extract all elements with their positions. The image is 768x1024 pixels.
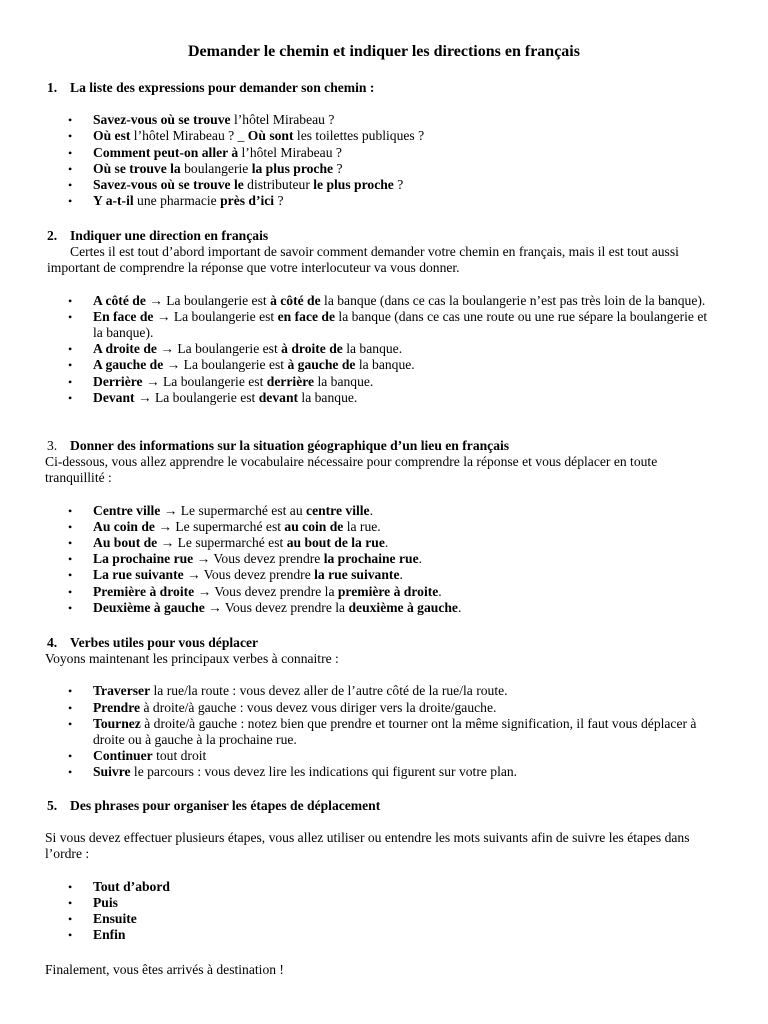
list-item [47, 161, 717, 177]
item-text: → La boulangerie est [163, 357, 288, 373]
item-text: la banque (dans ce cas une route ou une rue sépare la boulangerie et la banque). [93, 308, 708, 341]
bullet-icon: • [68, 374, 73, 389]
bold-term: au coin de [284, 518, 344, 534]
list-item [47, 551, 717, 567]
section-2-heading [47, 228, 717, 244]
bold-term: A gauche de [93, 357, 164, 373]
item-text: la rue/la route : vous devez aller de l’autre côté de la rue/la route. [150, 683, 508, 699]
item-text: les toilettes publiques ? [293, 128, 425, 144]
bold-term: Où se trouve la [93, 160, 181, 176]
bold-term: Centre ville [93, 502, 161, 518]
page-title: Demander le chemin et indiquer les directions en français [188, 43, 580, 60]
item-text: la banque. [298, 389, 358, 405]
section-5-intro: Si vous devez effectuer plusieurs étapes, vous allez utiliser ou entendre les mots suivants afin de suivre les étapes dans l’ordre : [45, 830, 690, 862]
bullet-icon: • [68, 895, 73, 910]
bold-term: le plus proche [313, 177, 394, 193]
section-3 [47, 438, 717, 616]
item-text: → Vous devez prendre [193, 551, 324, 567]
list-item [47, 128, 717, 144]
item-text: → La boulangerie est [156, 341, 282, 357]
bold-term: la rue suivante [314, 567, 400, 583]
bullet-icon: • [68, 700, 73, 715]
item-text: une pharmacie [133, 193, 221, 209]
bold-term: au bout de la rue [286, 535, 385, 551]
section-2-heading-text: Indiquer une direction en français [70, 228, 269, 243]
list-item [47, 683, 717, 699]
section-2-number: 2. [47, 228, 58, 243]
section-1-number: 1. [47, 80, 58, 95]
bold-term: Suivre [93, 764, 131, 780]
closing-sentence: Finalement, vous êtes arrivés à destination ! [45, 962, 284, 977]
item-text: → Le supermarché est [157, 535, 287, 551]
bold-term: Au bout de [93, 535, 158, 551]
item-text: . [457, 599, 462, 615]
list-item [47, 193, 717, 209]
section-4-heading-text: Verbes utiles pour vous déplacer [70, 635, 259, 650]
bold-term: Devant [93, 389, 135, 405]
section-3-heading-text: Donner des informations sur la situation géographique d’un lieu en français [70, 438, 510, 453]
section-1-heading-text: La liste des expressions pour demander son chemin : [70, 80, 375, 95]
bold-term: Comment peut-on aller à [93, 144, 239, 160]
list-item [47, 764, 717, 780]
section-4-heading [47, 635, 717, 651]
list-item [47, 357, 717, 373]
bold-term: Y a-t-il [93, 193, 134, 209]
bullet-icon: • [68, 684, 73, 699]
bold-term: Tournez [93, 715, 141, 731]
bullet-icon: • [68, 194, 73, 209]
item-text: → Le supermarché est au [160, 502, 307, 518]
bullet-icon: • [68, 765, 73, 780]
item-text: → La boulangerie est [134, 389, 259, 405]
section-2 [47, 228, 717, 406]
list-item [47, 879, 717, 895]
section-4-number: 4. [47, 635, 58, 650]
item-text: l’hôtel Mirabeau ? _ [130, 128, 248, 144]
list-item [47, 390, 717, 406]
section-3-number: 3. [47, 438, 58, 453]
bullet-icon: • [68, 161, 73, 176]
item-text: → Vous devez prendre la [194, 583, 338, 599]
section-4 [47, 635, 717, 781]
list-item [47, 341, 717, 357]
bold-term: Traverser [93, 683, 151, 699]
bold-term: Derrière [93, 373, 143, 389]
bold-term: La rue suivante [93, 567, 184, 583]
section-3-heading [47, 438, 717, 454]
bold-term: la plus proche [251, 160, 334, 176]
list-item [47, 145, 717, 161]
list-item [47, 112, 717, 128]
item-text: . [438, 583, 442, 599]
bullet-icon: • [68, 519, 73, 534]
bold-term: A côté de [93, 292, 146, 308]
item-text: ? [274, 193, 284, 209]
list-item [47, 177, 717, 193]
list-item [47, 567, 717, 583]
item-text: tout droit [152, 748, 207, 764]
bold-term: près d’ici [220, 193, 275, 209]
section-5-list [47, 879, 717, 944]
section-4-intro: Voyons maintenant les principaux verbes à connaitre : [45, 651, 339, 667]
item-text: la banque. [355, 357, 415, 373]
item-text: à droite/à gauche : vous devez vous diriger vers la droite/gauche. [140, 699, 497, 715]
bold-term: Tout d’abord [93, 878, 170, 894]
section-2-list [47, 293, 717, 406]
item-text: → La boulangerie est [145, 292, 271, 308]
section-1-list [47, 112, 717, 209]
section-2-intro: Certes il est tout d’abord important de savoir comment demander votre chemin en français, mais il est tout aussi important de comprendre la réponse que votre interlocuteur va vous donner. [47, 244, 679, 276]
list-item [47, 748, 717, 764]
bold-term: La prochaine rue [93, 551, 194, 567]
bold-term: deuxième à gauche [348, 599, 458, 615]
item-text: . [369, 502, 373, 518]
item-text: distributeur [243, 177, 314, 193]
bold-term: Où est [93, 128, 131, 144]
bullet-icon: • [68, 113, 73, 128]
item-text: la banque. [342, 341, 403, 357]
bold-term: Continuer [93, 748, 153, 764]
list-item [47, 519, 717, 535]
section-1-heading [47, 80, 717, 96]
item-text: → La boulangerie est [142, 373, 267, 389]
item-text: ? [333, 160, 343, 176]
bold-term: en face de [277, 308, 336, 324]
item-text: → La boulangerie est [153, 308, 278, 324]
section-4-list [47, 683, 717, 780]
bullet-icon: • [68, 716, 73, 731]
bullet-icon: • [68, 928, 73, 943]
bold-term: A droite de [93, 341, 157, 357]
bullet-icon: • [68, 293, 73, 308]
item-text: boulangerie [180, 160, 252, 176]
bullet-icon: • [68, 358, 73, 373]
list-item [47, 700, 717, 716]
bullet-icon: • [68, 879, 73, 894]
list-item [47, 600, 717, 616]
item-text: l’hôtel Mirabeau ? [238, 144, 342, 160]
bold-term: Deuxième à gauche [93, 599, 205, 615]
bold-term: la prochaine rue [323, 551, 419, 567]
bold-term: à gauche de [287, 357, 356, 373]
list-item [47, 716, 717, 748]
section-5 [47, 798, 717, 943]
list-item [47, 535, 717, 551]
bullet-icon: • [68, 145, 73, 160]
bullet-icon: • [68, 178, 73, 193]
item-text: la banque. [314, 373, 374, 389]
item-text: le parcours : vous devez lire les indications qui figurent sur votre plan. [130, 764, 518, 780]
bullet-icon: • [68, 536, 73, 551]
bullet-icon: • [68, 568, 73, 583]
bold-term: à droite de [281, 341, 343, 357]
item-text: à droite/à gauche : notez bien que prendre et tourner ont la même signification, il faut vous déplacer à droite ou à gauche à la prochaine rue. [93, 715, 697, 748]
list-item [47, 584, 717, 600]
item-text: . [418, 551, 423, 567]
bold-term: derrière [266, 373, 315, 389]
bold-term: Prendre [93, 699, 141, 715]
bold-term: En face de [93, 308, 154, 324]
list-item [47, 911, 717, 927]
bold-term: première à droite [337, 583, 439, 599]
bullet-icon: • [68, 552, 73, 567]
item-text: . [384, 535, 389, 551]
item-text: → Vous devez prendre la [204, 599, 349, 615]
bullet-icon: • [68, 342, 73, 357]
bold-term: Enfin [93, 927, 126, 943]
bold-term: Savez-vous où se trouve [93, 112, 231, 128]
list-item [47, 927, 717, 943]
bold-term: centre ville [306, 502, 370, 518]
section-1 [47, 80, 717, 209]
bullet-icon: • [68, 584, 73, 599]
list-item [47, 309, 717, 341]
section-5-number: 5. [47, 798, 58, 813]
bold-term: Puis [93, 894, 118, 910]
list-item [47, 895, 717, 911]
item-text: la banque (dans ce cas la boulangerie n’est pas très loin de la banque). [320, 292, 706, 308]
item-text: → Le supermarché est [154, 518, 285, 534]
bullet-icon: • [68, 129, 73, 144]
bold-term: devant [258, 389, 299, 405]
list-item [47, 293, 717, 309]
list-item [47, 374, 717, 390]
item-text: . [399, 567, 403, 583]
bullet-icon: • [68, 600, 73, 615]
bullet-icon: • [68, 749, 73, 764]
bullet-icon: • [68, 390, 73, 405]
bullet-icon: • [68, 912, 73, 927]
bold-term: Où sont [247, 128, 294, 144]
bold-term: à côté de [270, 292, 321, 308]
bullet-icon: • [68, 503, 73, 518]
bold-term: Première à droite [93, 583, 195, 599]
item-text: → Vous devez prendre [183, 567, 315, 583]
bullet-icon: • [68, 309, 73, 324]
section-3-list [47, 503, 717, 616]
item-text: la rue. [343, 518, 381, 534]
section-3-intro: Ci-dessous, vous allez apprendre le vocabulaire nécessaire pour comprendre la réponse et vous déplacer en toute tranquillité : [45, 454, 658, 486]
item-text: ? [393, 177, 404, 193]
bold-term: Ensuite [93, 911, 137, 927]
section-5-heading [47, 798, 717, 814]
list-item [47, 503, 717, 519]
bold-term: Savez-vous où se trouve le [93, 177, 244, 193]
item-text: l’hôtel Mirabeau ? [230, 112, 335, 128]
section-5-heading-text: Des phrases pour organiser les étapes de déplacement [70, 798, 381, 813]
bold-term: Au coin de [93, 518, 155, 534]
